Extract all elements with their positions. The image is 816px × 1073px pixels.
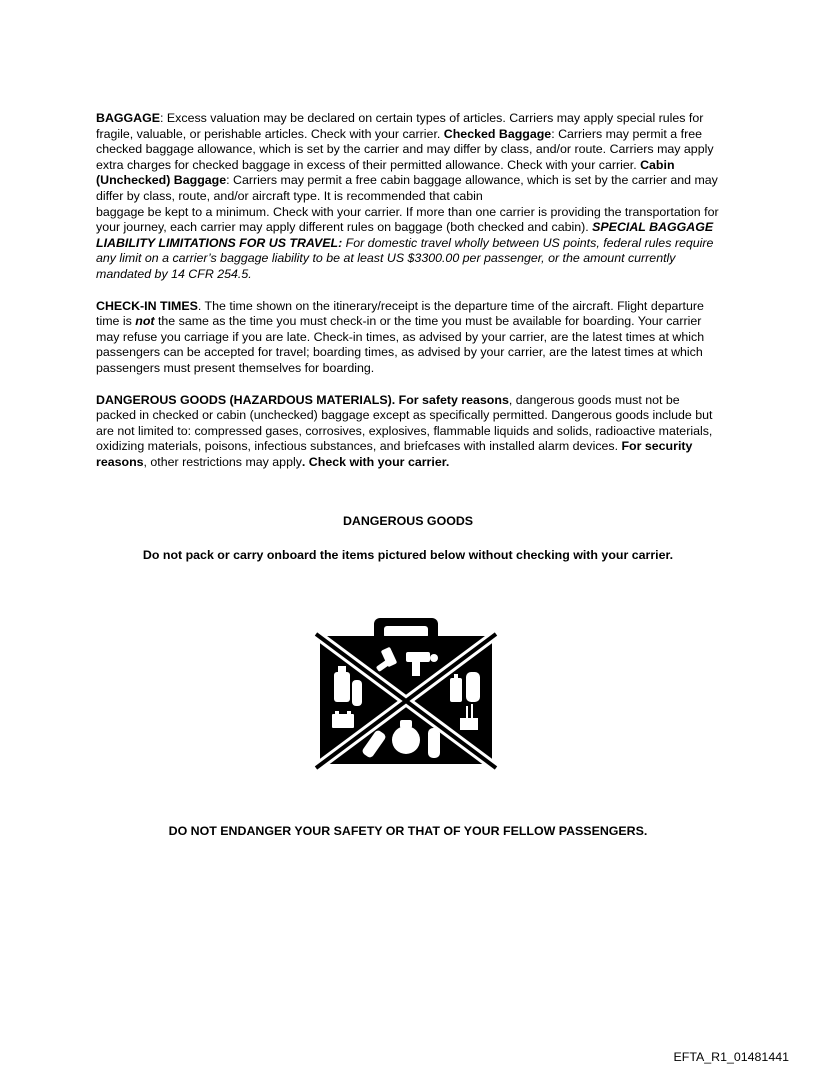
baggage-text-4: baggage be kept to a minimum. Check with your carrier. If more than one carrier is providing the transportation for your journey, each carrier may apply different rules on baggage (both checked and cabin).	[96, 204, 719, 235]
baggage-text-1: : Excess valuation may be declared on certain types of articles. Carriers may apply special rules for fragile, valuable, or perishable articles. Check with your carrier.	[96, 111, 704, 141]
checkin-paragraph	[96, 299, 720, 377]
dangerous-goods-title: DANGEROUS GOODS	[342, 514, 474, 528]
checkin-heading: CHECK-IN TIMES	[96, 298, 198, 313]
checked-baggage-heading: Checked Baggage	[443, 126, 552, 141]
special-liability-heading: SPECIAL BAGGAGE LIABILITY LIMITATIONS FOR US TRAVEL:	[96, 220, 714, 250]
baggage-heading: BAGGAGE	[96, 111, 161, 125]
checkin-emphasis: not	[135, 314, 155, 329]
cabin-baggage-heading: Cabin (Unchecked) Baggage	[96, 157, 675, 188]
dangerous-text-2: , other restrictions may apply	[143, 454, 302, 469]
dangerous-text-1: , dangerous goods must not be packed in checked or cabin (unchecked) baggage except as specifically permitted. Dangerous goods include but are not limited to: compressed gases, corrosives, explosives, flammable liquids and solids, radioactive materials, oxidizing materials, poisons, infectious substances, and briefcases with installed alarm devices.	[96, 392, 713, 454]
dangerous-goods-heading: DANGEROUS GOODS (HAZARDOUS MATERIALS). For safety reasons	[96, 392, 509, 407]
document-body	[96, 111, 720, 486]
dangerous-goods-paragraph	[96, 393, 720, 471]
baggage-paragraph	[96, 111, 720, 283]
security-reasons-heading: For security reasons	[96, 439, 693, 469]
baggage-text-3: : Carriers may permit a free cabin baggage allowance, which is set by the carrier and may differ by class, route, and/or aircraft type. It is recommended that cabin	[96, 173, 718, 203]
document-id: EFTA_R1_01481441	[673, 1050, 789, 1064]
check-carrier-text: . Check with your carrier.	[301, 454, 450, 469]
dangerous-goods-subtitle: Do not pack or carry onboard the items pictured below without checking with your carrier.	[142, 548, 674, 562]
checkin-text-1: . The time shown on the itinerary/receipt is the departure time of the aircraft. Flight departure time is	[96, 298, 704, 329]
checkin-text-2: the same as the time you must check-in or the time you must be available for boarding. Your carrier may refuse you carriage if you are late. Check-in times, as advised by your carrier, are the latest times at which passengers can be accepted for travel; boarding times, as advised by your carrier, are the latest times at which passengers must present themselves for boarding.	[96, 314, 705, 375]
special-liability-text: For domestic travel wholly between US points, federal rules require any limit on a carrier’s baggage liability to be at least US $3300.00 per passenger, or the amount currently mandated by 14 CFR 254.5.	[96, 235, 714, 281]
safety-warning: DO NOT ENDANGER YOUR SAFETY OR THAT OF YOUR FELLOW PASSENGERS.	[168, 824, 648, 838]
prohibited-dangerous-goods-case-icon	[314, 618, 498, 770]
baggage-text-2: : Carriers may permit a free checked baggage allowance, which is set by the carrier and may differ by class, and/or route. Carriers may apply extra charges for checked baggage in excess of their permitted allowance. Check with your carrier.	[96, 126, 714, 172]
